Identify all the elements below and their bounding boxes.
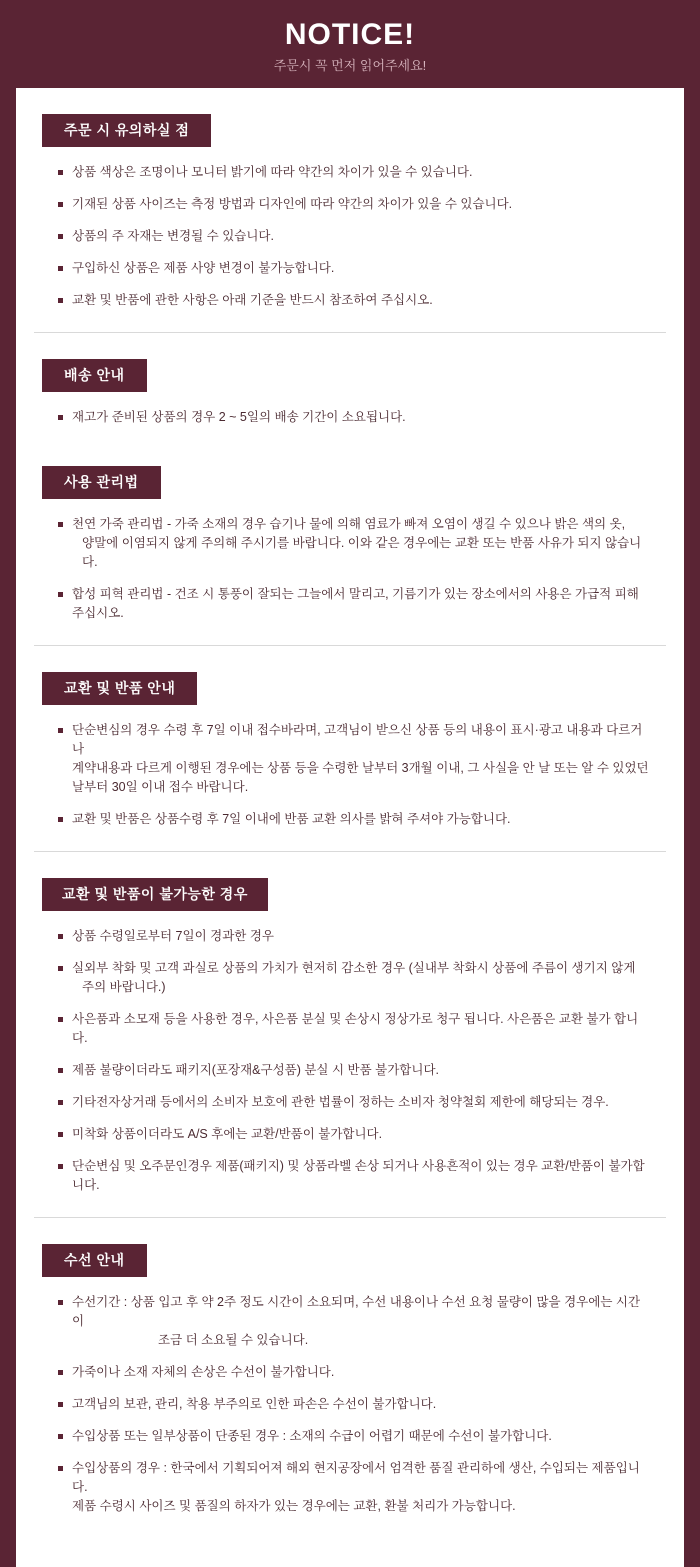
list-item-line: 상품 수령일로부터 7일이 경과한 경우 [72,929,274,943]
section-item-list [16,515,684,623]
list-item [58,227,650,246]
section-care [16,440,684,646]
list-item-line: 실외부 착화 및 고객 과실로 상품의 가치가 현저히 감소한 경우 (실내부 착화시 상품에 주름이 생기지 않게 [72,961,636,975]
section-exchange-return [16,646,684,852]
list-item [58,1363,650,1382]
bottom-spacer [16,1533,684,1541]
page-title: NOTICE! [284,18,416,51]
list-item-line: 구입하신 상품은 제품 사양 변경이 불가능합니다. [72,261,335,275]
list-item-line: 날부터 30일 이내 접수 바랍니다. [72,780,249,794]
list-item [58,810,650,829]
list-item [58,1093,650,1112]
section-heading: 교환 및 반품 안내 [42,672,197,705]
list-item [58,195,650,214]
section-heading: 교환 및 반품이 불가능한 경우 [42,878,268,911]
section-shipping [16,333,684,427]
section-order-notes [16,88,684,333]
list-item [58,721,650,797]
list-item-line: 천연 가죽 관리법 - 가죽 소재의 경우 습기나 물에 의해 염료가 빠져 오염이 생길 수 있으나 밝은 색의 옷, [72,517,626,531]
list-item-line: 단순변심 및 오주문인경우 제품(패키지) 및 상품라벨 손상 되거나 사용흔적이 있는 경우 교환/반품이 불가합니다. [72,1159,645,1192]
list-item-line: 상품의 주 자재는 변경될 수 있습니다. [72,229,274,243]
section-repair [16,1218,684,1541]
list-item [58,1427,650,1446]
notice-sheet [16,88,684,1567]
list-item-line: 교환 및 반품에 관한 사항은 아래 기준을 반드시 참조하여 주십시오. [72,293,433,307]
list-item-line: 조금 더 소요될 수 있습니다. [158,1333,309,1347]
section-item-list [16,927,684,1195]
list-item-line: 사은품과 소모재 등을 사용한 경우, 사은품 분실 및 손상시 정상가로 청구 됩니다. 사은품은 교환 불가 합니다. [72,1012,639,1045]
section-heading: 수선 안내 [42,1244,147,1277]
list-item-line: 주의 바랍니다.) [82,980,166,994]
section-heading: 주문 시 유의하실 점 [42,114,211,147]
list-item-line: 단순변심의 경우 수령 후 7일 이내 접수바라며, 고객님이 받으신 상품 등의 내용이 표시·광고 내용과 다르거나 [72,723,643,756]
list-item-line: 가죽이나 소재 자체의 손상은 수선이 불가합니다. [72,1365,335,1379]
list-item [58,1459,650,1516]
section-item-list [16,408,684,427]
list-item-line: 수선기간 : 상품 입고 후 약 2주 정도 시간이 소요되며, 수선 내용이나 수선 요청 물량이 많을 경우에는 시간이 [72,1295,641,1328]
list-item [58,515,650,572]
list-item-line: 계약내용과 다르게 이행된 경우에는 상품 등을 수령한 날부터 3개월 이내, 그 사실을 안 날 또는 알 수 있었던 [72,761,649,775]
list-item [58,1157,650,1195]
list-item [58,291,650,310]
section-item-list [16,163,684,310]
list-item [58,1061,650,1080]
list-item [58,1010,650,1048]
list-item-line: 제품 수령시 사이즈 및 품질의 하자가 있는 경우에는 교환, 환불 처리가 가능합니다. [72,1499,516,1513]
section-heading: 사용 관리법 [42,466,161,499]
list-item-line: 고객님의 보관, 관리, 착용 부주의로 인한 파손은 수선이 불가합니다. [72,1397,437,1411]
page-subtitle: 주문시 꼭 먼저 읽어주세요! [273,58,427,73]
list-item [58,163,650,182]
notice-header [0,0,700,88]
list-item-line: 재고가 준비된 상품의 경우 2 ~ 5일의 배송 기간이 소요됩니다. [72,410,406,424]
list-item [58,1293,650,1350]
list-item [58,585,650,623]
list-item-line: 기재된 상품 사이즈는 측정 방법과 디자인에 따라 약간의 차이가 있을 수 있습니다. [72,197,513,211]
list-item [58,927,650,946]
list-item [58,1125,650,1144]
list-item [58,259,650,278]
list-item [58,408,650,427]
section-item-list [16,1293,684,1533]
list-item-line: 수입상품 또는 일부상품이 단종된 경우 : 소재의 수급이 어렵기 때문에 수선이 불가합니다. [72,1429,552,1443]
section-item-list [16,721,684,829]
section-non-returnable [16,852,684,1218]
section-heading: 배송 안내 [42,359,147,392]
list-item-line: 합성 피혁 관리법 - 건조 시 통풍이 잘되는 그늘에서 말리고, 기름기가 있는 장소에서의 사용은 가급적 피해 주십시오. [72,587,639,620]
list-item-line: 상품 색상은 조명이나 모니터 밝기에 따라 약간의 차이가 있을 수 있습니다. [72,165,473,179]
list-item-line: 기타전자상거래 등에서의 소비자 보호에 관한 법률이 정하는 소비자 청약철회 제한에 해당되는 경우. [72,1095,609,1109]
list-item-line: 양말에 이염되지 않게 주의해 주시기를 바랍니다. 이와 같은 경우에는 교환 또는 반품 사유가 되지 않습니다. [82,536,642,569]
list-item-line: 제품 불량이더라도 패키지(포장재&구성품) 분실 시 반품 불가합니다. [72,1063,439,1077]
list-item-line: 교환 및 반품은 상품수령 후 7일 이내에 반품 교환 의사를 밝혀 주셔야 가능합니다. [72,812,511,826]
list-item [58,959,650,997]
list-item [58,1395,650,1414]
list-item-line: 미착화 상품이더라도 A/S 후에는 교환/반품이 불가합니다. [72,1127,383,1141]
list-item-line: 수입상품의 경우 : 한국에서 기획되어져 해외 현지공장에서 엄격한 품질 관리하에 생산, 수입되는 제품입니다. [72,1461,640,1494]
